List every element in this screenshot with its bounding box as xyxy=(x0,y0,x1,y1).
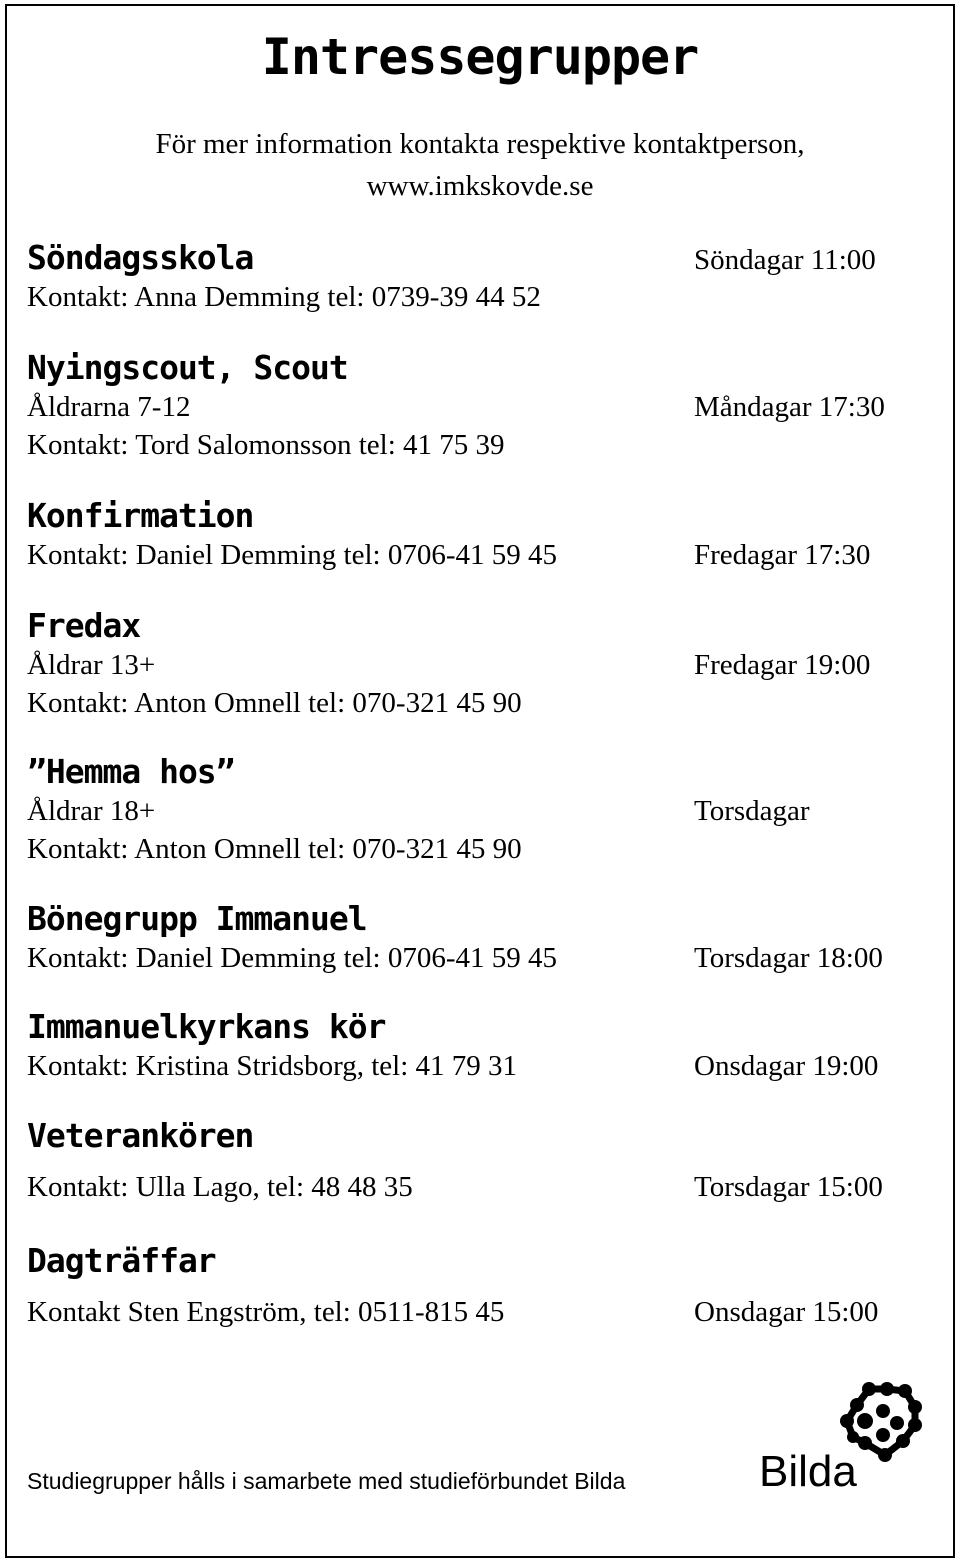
group-row xyxy=(27,1047,927,1085)
group-time: Torsdagar xyxy=(694,795,810,827)
intro-line-2: www.imkskovde.se xyxy=(366,170,594,202)
group-time: Fredagar 19:00 xyxy=(694,649,871,681)
group-row xyxy=(27,684,927,722)
contact-text: Kontakt: Anton Omnell tel: 070-321 45 90 xyxy=(27,687,522,719)
contact-text: Kontakt: Anton Omnell tel: 070-321 45 90 xyxy=(27,833,522,865)
intro-line-1: För mer information kontakta respektive kontaktperson, xyxy=(155,128,805,160)
group-hemma-hos xyxy=(27,752,927,868)
group-heading: Dagträffar xyxy=(27,1241,216,1280)
group-row xyxy=(27,646,927,684)
group-time: Onsdagar 15:00 xyxy=(694,1296,879,1328)
group-row xyxy=(27,536,927,574)
contact-text: Kontakt Sten Engström, tel: 0511-815 45 xyxy=(27,1296,505,1328)
group-nyingscout xyxy=(27,348,927,464)
group-time: Söndagar 11:00 xyxy=(694,244,876,276)
group-row xyxy=(27,792,927,830)
group-dagtraffar xyxy=(27,1241,927,1331)
page-title: Intressegrupper xyxy=(261,28,699,86)
page-frame xyxy=(5,4,955,1558)
group-konfirmation xyxy=(27,496,927,574)
contact-text: Kontakt: Kristina Stridsborg, tel: 41 79 31 xyxy=(27,1050,518,1082)
group-time: Torsdagar 15:00 xyxy=(694,1171,883,1203)
group-row xyxy=(27,1293,927,1331)
group-time: Måndagar 17:30 xyxy=(694,391,885,423)
group-heading: Veterankören xyxy=(27,1116,254,1155)
group-heading-row xyxy=(27,238,927,278)
group-heading: ”Hemma hos” xyxy=(27,752,235,791)
group-time: Torsdagar 18:00 xyxy=(694,942,883,974)
group-time: Fredagar 17:30 xyxy=(694,539,871,571)
group-row xyxy=(27,1168,927,1206)
bilda-logo xyxy=(757,1381,927,1496)
group-veterankoren xyxy=(27,1116,927,1206)
contact-text: Kontakt: Daniel Demming tel: 0706-41 59 45 xyxy=(27,942,557,974)
age-text: Åldrarna 7-12 xyxy=(27,391,191,423)
group-sondagsskola xyxy=(27,238,927,316)
group-row xyxy=(27,426,927,464)
age-text: Åldrar 13+ xyxy=(27,649,156,681)
group-bonegrupp xyxy=(27,899,927,977)
group-row xyxy=(27,388,927,426)
group-heading: Söndagsskola xyxy=(27,238,254,277)
group-time: Onsdagar 19:00 xyxy=(694,1050,879,1082)
group-row xyxy=(27,939,927,977)
group-row xyxy=(27,278,927,316)
group-heading: Nyingscout, Scout xyxy=(27,348,348,387)
group-heading: Fredax xyxy=(27,606,141,645)
contact-text: Kontakt: Anna Demming tel: 0739-39 44 52 xyxy=(27,281,541,313)
age-text: Åldrar 18+ xyxy=(27,795,156,827)
group-heading: Immanuelkyrkans kör xyxy=(27,1007,386,1046)
contact-text: Kontakt: Ulla Lago, tel: 48 48 35 xyxy=(27,1171,413,1203)
group-heading: Bönegrupp Immanuel xyxy=(27,899,367,938)
group-heading: Konfirmation xyxy=(27,496,254,535)
intro-text xyxy=(7,123,953,207)
contact-text: Kontakt: Daniel Demming tel: 0706-41 59 45 xyxy=(27,539,557,571)
bilda-logo-icon xyxy=(757,1381,927,1496)
logo-text: Bilda xyxy=(759,1447,857,1496)
group-row xyxy=(27,830,927,868)
group-fredax xyxy=(27,606,927,722)
footer-text: Studiegrupper hålls i samarbete med studieförbundet Bilda xyxy=(27,1468,626,1494)
contact-text: Kontakt: Tord Salomonsson tel: 41 75 39 xyxy=(27,429,505,461)
group-kor xyxy=(27,1007,927,1085)
